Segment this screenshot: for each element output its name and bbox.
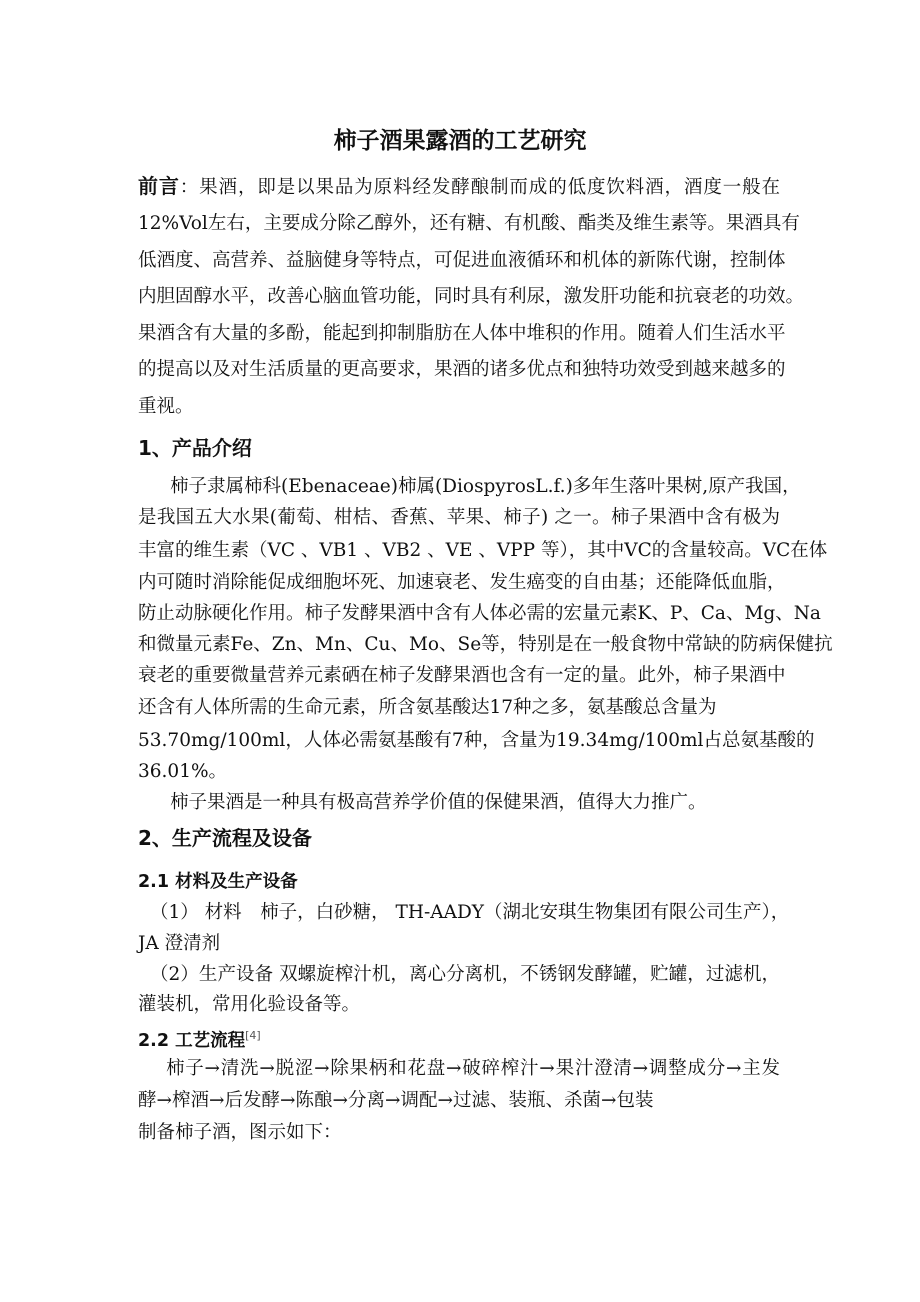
- section-1-line: 36.01%。: [138, 761, 228, 782]
- process-line: 制备柿子酒，图示如下：: [138, 1122, 342, 1143]
- section-2-heading: 2、生产流程及设备: [138, 826, 312, 850]
- preface-line: 低酒度、高营养、益脑健身等特点，可促进血液循环和机体的新陈代谢，控制体: [138, 250, 786, 271]
- section-1-heading: 1、产品介绍: [138, 436, 252, 460]
- process-line: 酵→榨酒→后发酵→陈酿→分离→调配→过滤、装瓶、杀菌→包装: [138, 1090, 654, 1111]
- preface-line: 果酒含有大量的多酚，能起到抑制脂肪在人体中堆积的作用。随着人们生活水平: [138, 323, 786, 344]
- document-title: 柿子酒果露酒的工艺研究: [333, 128, 587, 154]
- preface-text: ：果酒，即是以果品为原料经发酵酿制而成的低度饮料酒，酒度一般在: [179, 177, 780, 198]
- section-2-2-title: 2.2 工艺流程: [138, 1030, 246, 1051]
- section-1-line: 内可随时消除能促成细胞坏死、加速衰老、发生癌变的自由基；还能降低血脂，: [138, 572, 786, 593]
- section-1-closing: 柿子果酒是一种具有极高营养学价值的保健果酒，值得大力推广。: [170, 792, 707, 813]
- preface-label: 前言: [138, 174, 180, 198]
- section-1-line: 防止动脉硬化作用。柿子发酵果酒中含有人体必需的宏量元素K、P、Ca、Mg、Na: [138, 603, 821, 624]
- section-1-line: 丰富的维生素（VC 、VB1 、VB2 、VE 、VPP 等），其中VC的含量较高。VC在体: [138, 540, 828, 561]
- section-1-line: 是我国五大水果(葡萄、柑桔、香蕉、苹果、柿子) 之一。柿子果酒中含有极为: [138, 507, 780, 528]
- section-2-2-heading: [138, 1025, 261, 1052]
- preface-line: [138, 175, 780, 199]
- preface-line: 重视。: [138, 396, 194, 417]
- section-1-line: 53.70mg/100ml，人体必需氨基酸有7种，含量为19.34mg/100ml占总氨基酸的: [138, 730, 815, 751]
- equipment-line: （2）生产设备 双螺旋榨汁机，离心分离机，不锈钢发酵罐，贮罐，过滤机，: [150, 964, 780, 985]
- materials-line: （1） 材料 柿子，白砂糖， TH-AADY（湖北安琪生物集团有限公司生产），: [150, 902, 790, 923]
- section-1-line: 衰老的重要微量营养元素硒在柿子发酵果酒也含有一定的量。此外，柿子果酒中: [138, 665, 786, 686]
- materials-line: JA 澄清剂: [138, 933, 221, 954]
- section-1-line: 柿子隶属柿科(Ebenaceae)柿属(DiospyrosL.f.)多年生落叶果树,原产我国，: [170, 476, 801, 497]
- section-1-line: 还含有人体所需的生命元素，所含氨基酸达17种之多，氨基酸总含量为: [138, 697, 717, 718]
- section-2-1-heading: 2.1 材料及生产设备: [138, 872, 298, 892]
- equipment-line: 灌装机，常用化验设备等。: [138, 994, 361, 1015]
- section-1-line: 和微量元素Fe、Zn、Mn、Cu、Mo、Se等，特别是在一般食物中常缺的防病保健抗: [138, 634, 833, 655]
- process-line: 柿子→清洗→脱涩→除果柄和花盘→破碎榨汁→果汁澄清→调整成分→主发: [166, 1058, 780, 1079]
- reference-marker[interactable]: [4]: [245, 1029, 261, 1042]
- preface-line: 内胆固醇水平，改善心脑血管功能，同时具有利尿，激发肝功能和抗衰老的功效。: [138, 286, 805, 307]
- preface-line: 的提高以及对生活质量的更高要求，果酒的诸多优点和独特功效受到越来越多的: [138, 359, 786, 380]
- preface-line: 12%Vol左右，主要成分除乙醇外，还有糖、有机酸、酯类及维生素等。果酒具有: [138, 213, 800, 234]
